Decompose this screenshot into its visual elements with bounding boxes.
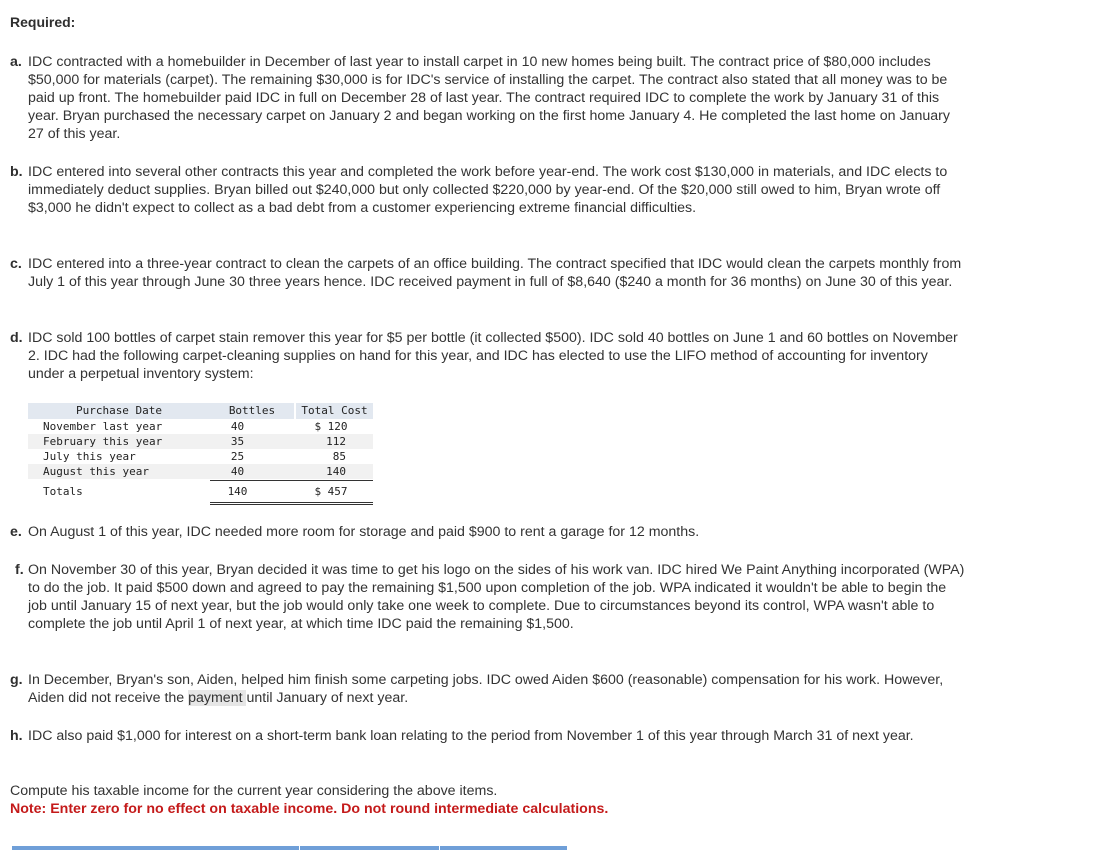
- purchase-date-cell: August this year: [43, 465, 149, 478]
- item-e: [10, 523, 965, 541]
- column-divider: [299, 846, 300, 850]
- purchase-date-cell: November last year: [43, 420, 163, 433]
- highlighted-word: payment: [188, 690, 247, 706]
- item-f: [10, 561, 965, 633]
- double-rule-top: [210, 502, 373, 503]
- note-text: Note: Enter zero for no effect on taxable income. Do not round intermediate calculations.: [10, 801, 609, 817]
- item-text-part: until January of next year.: [246, 690, 409, 706]
- item-b: [10, 163, 965, 217]
- item-letter: e.: [10, 524, 22, 540]
- item-d: [10, 329, 965, 383]
- totals-label: Totals: [43, 485, 83, 498]
- header-purchase-date: Purchase Date: [28, 403, 210, 419]
- totals-row: [28, 484, 373, 499]
- required-heading: Required:: [10, 14, 76, 30]
- item-text: IDC sold 100 bottles of carpet stain remover this year for $5 per bottle (it collected $500). IDC sold 40 bottles on June 1 and 60 bottles on November 2. IDC had the following carpet-cleaning supplies on hand for this year, and IDC has elected to use the LIFO method of accounting for inventory under a perpetual inventory system:: [28, 330, 958, 382]
- item-c: [10, 255, 965, 291]
- item-text: On November 30 of this year, Bryan decided it was time to get his logo on the sides of his work van. IDC hired We Paint Anything incorporated (WPA) to do the job. It paid $500 down and agreed to pay the remaining $1,500 upon completion of the job. WPA indicated it wouldn't be able to begin the job until January 15 of next year, but the job would only take one week to complete. Due to circumstances beyond its control, WPA wasn't able to complete the job until April 1 of next year, at which time IDC paid the remaining $1,500.: [28, 562, 965, 632]
- bottles-cell: 40: [230, 420, 245, 433]
- total-cost-cell: 112: [326, 435, 346, 448]
- table-row: [28, 449, 373, 464]
- instruction-text: Compute his taxable income for the current year considering the above items.: [10, 783, 498, 799]
- subtotal-rule: [210, 480, 373, 481]
- header-bottles: Bottles: [210, 403, 294, 419]
- item-g: [10, 671, 965, 707]
- item-text: IDC entered into a three-year contract to clean the carpets of an office building. The contract specified that IDC would clean the carpets monthly from July 1 of this year through June 30 three years hence. IDC received payment in full of $8,640 ($240 a month for 36 months) on June 30 of this year.: [28, 256, 962, 290]
- answer-table-header-edge: [12, 846, 567, 850]
- double-rule-bottom: [210, 504, 373, 505]
- bottles-cell: 40: [230, 465, 245, 478]
- bottles-cell: 25: [230, 450, 245, 463]
- table-row: [28, 464, 373, 479]
- item-text: IDC also paid $1,000 for interest on a short-term bank loan relating to the period from November 1 of this year through March 31 of next year.: [28, 728, 914, 744]
- purchase-date-cell: February this year: [43, 435, 163, 448]
- item-letter: f.: [15, 562, 24, 578]
- item-text: IDC entered into several other contracts this year and completed the work before year-end. The work cost $130,000 in materials, and IDC elects to immediately deduct supplies. Bryan billed out $240,000 but only collected $220,000 by year-end. Of the $20,000 still owed to him, Bryan wrote off $3,000 he didn't expect to collect as a bad debt from a customer experiencing extreme financial difficulties.: [28, 164, 948, 216]
- column-divider: [439, 846, 440, 850]
- item-letter: a.: [10, 54, 22, 70]
- item-letter: b.: [10, 164, 23, 180]
- total-cost-cell: $ 120: [314, 420, 348, 433]
- purchase-date-cell: July this year: [43, 450, 136, 463]
- bottles-cell: 35: [230, 435, 245, 448]
- item-letter: d.: [10, 330, 23, 346]
- item-h: [10, 727, 965, 745]
- item-text: On August 1 of this year, IDC needed more room for storage and paid $900 to rent a garage for 12 months.: [28, 524, 700, 540]
- table-row: [28, 419, 373, 434]
- header-total-cost: Total Cost: [294, 403, 373, 419]
- item-text: [28, 671, 965, 707]
- item-letter: g.: [10, 672, 23, 688]
- total-bottles-cell: 140: [227, 485, 248, 498]
- total-cost-cell: 85: [332, 450, 346, 463]
- item-text: IDC contracted with a homebuilder in December of last year to install carpet in 10 new homes being built. The contract price of $80,000 includes $50,000 for materials (carpet). The remaining $30,000 is for IDC's service of installing the carpet. The contract also stated that all money was to be paid up front. The homebuilder paid IDC in full on December 28 of last year. The contract required IDC to complete the work by January 31 of this year. Bryan purchased the necessary carpet on January 2 and began working on the first home January 4. He completed the last home on January 27 of this year.: [28, 54, 950, 142]
- table-row: [28, 434, 373, 449]
- total-cost-sum-cell: $ 457: [314, 485, 348, 498]
- item-a: [10, 53, 965, 143]
- item-letter: h.: [10, 728, 23, 744]
- total-cost-cell: 140: [326, 465, 346, 478]
- item-letter: c.: [10, 256, 22, 272]
- item-text-part: In December, Bryan's son, Aiden, helped him finish some carpeting jobs. IDC owed Aiden $600 (reasonable) compensation for his work. However, Aiden did not receive the: [28, 672, 944, 706]
